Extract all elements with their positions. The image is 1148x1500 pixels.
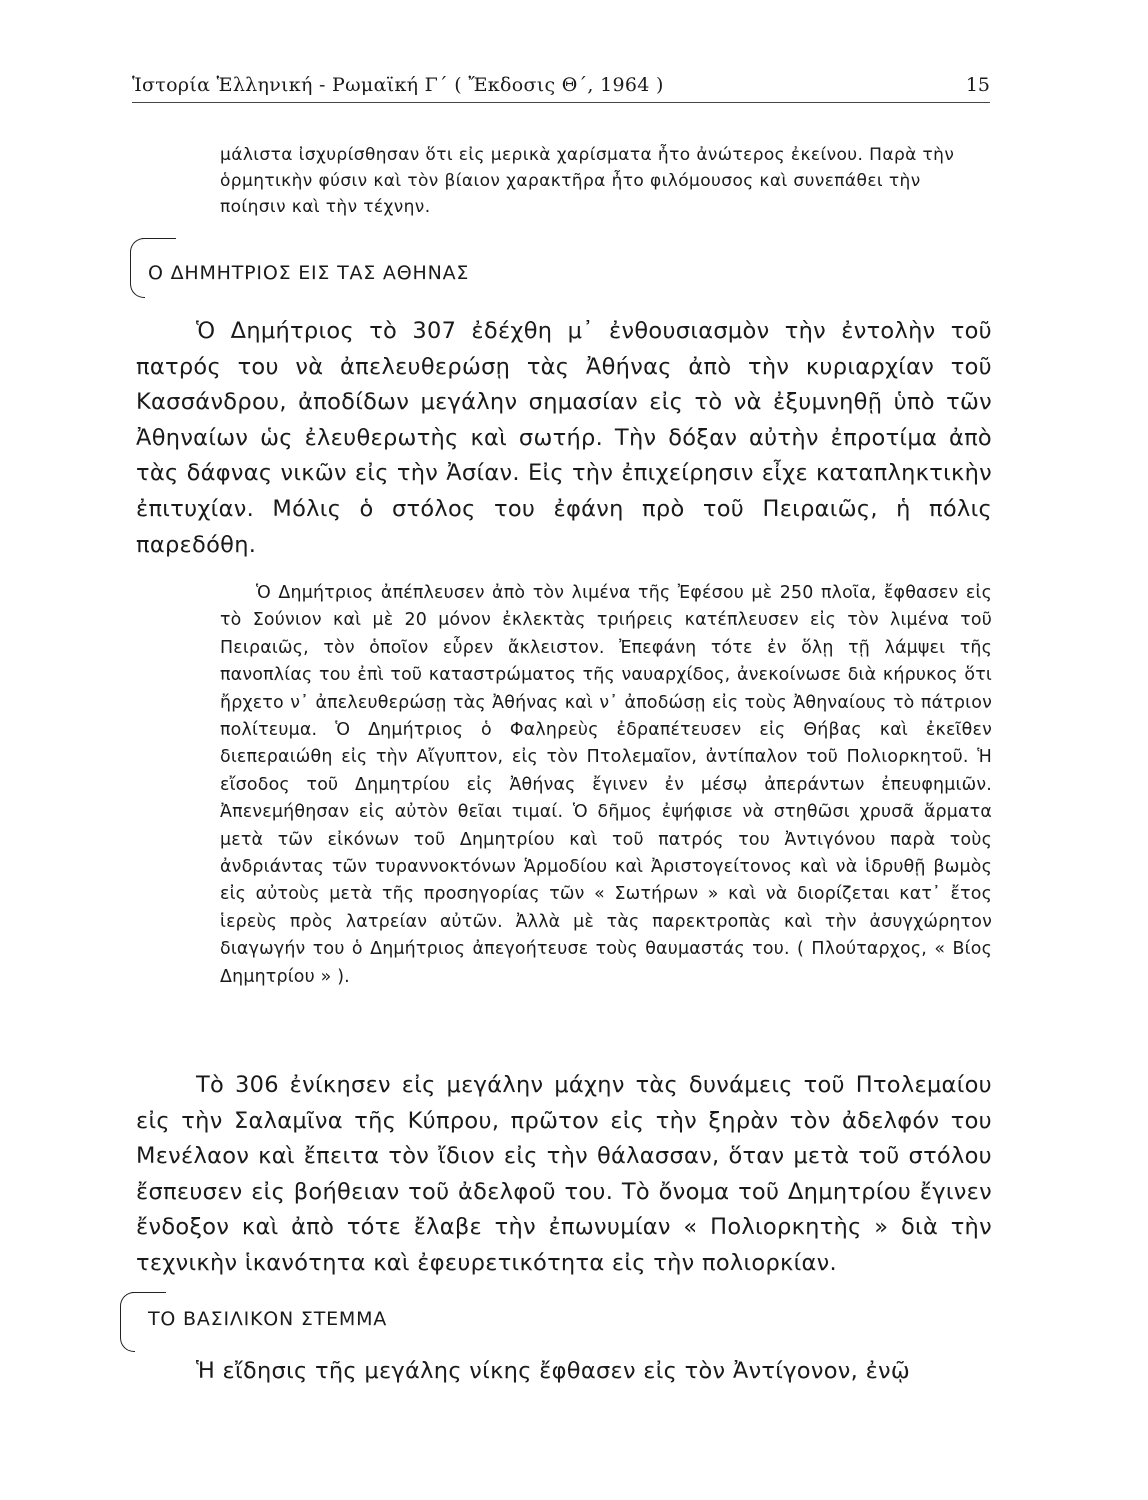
body-paragraph-1 xyxy=(136,314,992,563)
section-heading-royal-crown: ΤΟ ΒΑΣΙΛΙΚΟΝ ΣΤΕΜΜΑ xyxy=(148,1308,388,1330)
margin-bracket-mark xyxy=(120,1292,135,1352)
page-header xyxy=(132,68,990,103)
note-text: Ὁ Δημήτριος ἀπέπλευσεν ἀπὸ τὸν λιμένα τῆς Ἐφέσου μὲ 250 πλοῖα, ἔφθασεν εἰς τὸ Σούνιον καὶ μὲ 20 μόνον ἐκλεκτὰς τριήρεις κατέπλευσεν εἰς τὸν λιμένα τοῦ Πειραιῶς, τὸν ὁποῖον εὗρεν ἄκλειστον. Ἐπεφάνη τότε ἐν ὅλῃ τῇ λάμψει τῆς πανοπλίας του ἐπὶ τοῦ καταστρώματος τῆς ναυαρχίδος, ἀνεκοίνωσε διὰ κήρυκος ὅτι ἤρχετο ν᾽ ἀπελευθερώσῃ τὰς Ἀθήνας καὶ ν᾽ ἀποδώσῃ εἰς τοὺς Ἀθηναίους τὸ πάτριον πολίτευμα. Ὁ Δημήτριος ὁ Φαληρεὺς ἐδραπέτευσεν εἰς Θήβας καὶ ἐκεῖθεν διεπεραιώθη εἰς τὴν Αἴγυπτον, εἰς τὸν Πτολεμαῖον, ἀντίπαλον τοῦ Πολιορκητοῦ. Ἡ εἴσοδος τοῦ Δημητρίου εἰς Ἀθήνας ἔγινεν ἐν μέσῳ ἀπεράντων ἐπευφημιῶν. Ἀπενεμήθησαν εἰς αὐτὸν θεῖαι τιμαί. Ὁ δῆμος ἐψήφισε νὰ στηθῶσι χρυσᾶ ἅρματα μετὰ τῶν εἰκόνων τοῦ Δημητρίου καὶ τοῦ πατρός του Ἀντιγόνου παρὰ τοὺς ἀνδριάντας τῶν τυραννοκτόνων Ἁρμοδίου καὶ Ἀριστογείτονος καὶ νὰ ἱδρυθῇ βωμὸς εἰς αὐτοὺς μετὰ τῆς προσηγορίας τῶν « Σωτήρων » καὶ νὰ διορίζεται κατ᾽ ἔτος ἱερεὺς πρὸς λατρείαν αὐτῶν. Ἀλλὰ μὲ τὰς παρεκτροπὰς καὶ τὴν ἀσυγχώρητον διαγωγήν του ὁ Δημήτριος ἀπεγοήτευσε τοὺς θαυμαστάς του. ( Πλούταρχος, « Βίος Δημητρίου » ). xyxy=(220,583,992,987)
margin-bracket-stroke xyxy=(142,238,176,239)
body-paragraph-2 xyxy=(136,1068,992,1282)
running-title: Ἱστορία Ἑλληνική - Ρωμαϊκή Γ΄ ( Ἔκδοσις Θ΄, 1964 ) xyxy=(132,74,664,96)
margin-bracket-stroke xyxy=(132,1292,166,1293)
paragraph-text: Ἡ εἴδησις τῆς μεγάλης νίκης ἔφθασεν εἰς τὸν Ἀντίγονον, ἐνῷ xyxy=(196,1358,911,1384)
section-heading-demetrius-athens: Ο ΔΗΜΗΤΡΙΟΣ ΕΙΣ ΤΑΣ ΑΘΗΝΑΣ xyxy=(148,262,470,284)
margin-bracket-mark xyxy=(130,238,145,298)
paragraph-text: Ὁ Δημήτριος τὸ 307 ἐδέχθη μ᾽ ἐνθουσιασμὸν τὴν ἐντολὴν τοῦ πατρός του νὰ ἀπελευθερώσῃ τὰς Ἀθήνας ἀπὸ τὴν κυριαρχίαν τοῦ Κασσάνδρου, ἀποδίδων μεγάλην σημασίαν εἰς τὸ νὰ ἐξυμνηθῇ ὑπὸ τῶν Ἀθηναίων ὡς ἐλευθερωτὴς καὶ σωτήρ. Τὴν δόξαν αὐτὴν ἐπροτίμα ἀπὸ τὰς δάφνας νικῶν εἰς τὴν Ἀσίαν. Εἰς τὴν ἐπιχείρησιν εἶχε καταπληκτικὴν ἐπιτυχίαν. Μόλις ὁ στόλος του ἐφάνη πρὸ τοῦ Πειραιῶς, ἡ πόλις παρεδόθη. xyxy=(136,318,992,558)
paragraph-text: Τὸ 306 ἐνίκησεν εἰς μεγάλην μάχην τὰς δυνάμεις τοῦ Πτολεμαίου εἰς τὴν Σαλαμῖνα τῆς Κύπρου, πρῶτον εἰς τὴν ξηρὰν τὸν ἀδελφόν του Μενέλαον καὶ ἔπειτα τὸν ἴδιον εἰς τὴν θάλασσαν, ὅταν μετὰ τοῦ στόλου ἔσπευσεν εἰς βοήθειαν τοῦ ἀδελφοῦ του. Τὸ ὄνομα τοῦ Δημητρίου ἔγινεν ἔνδοξον καὶ ἀπὸ τότε ἔλαβε τὴν ἐπωνυμίαν « Πολιορκητὴς » διὰ τὴν τεχνικὴν ἱκανότητα καὶ ἐφευρετικότητα εἰς τὴν πολιορκίαν. xyxy=(136,1072,992,1276)
intro-paragraph xyxy=(220,142,990,220)
page-number: 15 xyxy=(965,74,990,96)
note-block xyxy=(220,580,992,991)
body-paragraph-3 xyxy=(136,1354,992,1390)
intro-text: μάλιστα ἰσχυρίσθησαν ὅτι εἰς μερικὰ χαρίσματα ἦτο ἀνώτερος ἐκείνου. Παρὰ τὴν ὁρμητικὴν φύσιν καὶ τὸν βίαιον χαρακτῆρα ἦτο φιλόμουσος καὶ συνεπάθει τὴν ποίησιν καὶ τὴν τέχνην. xyxy=(220,145,955,217)
